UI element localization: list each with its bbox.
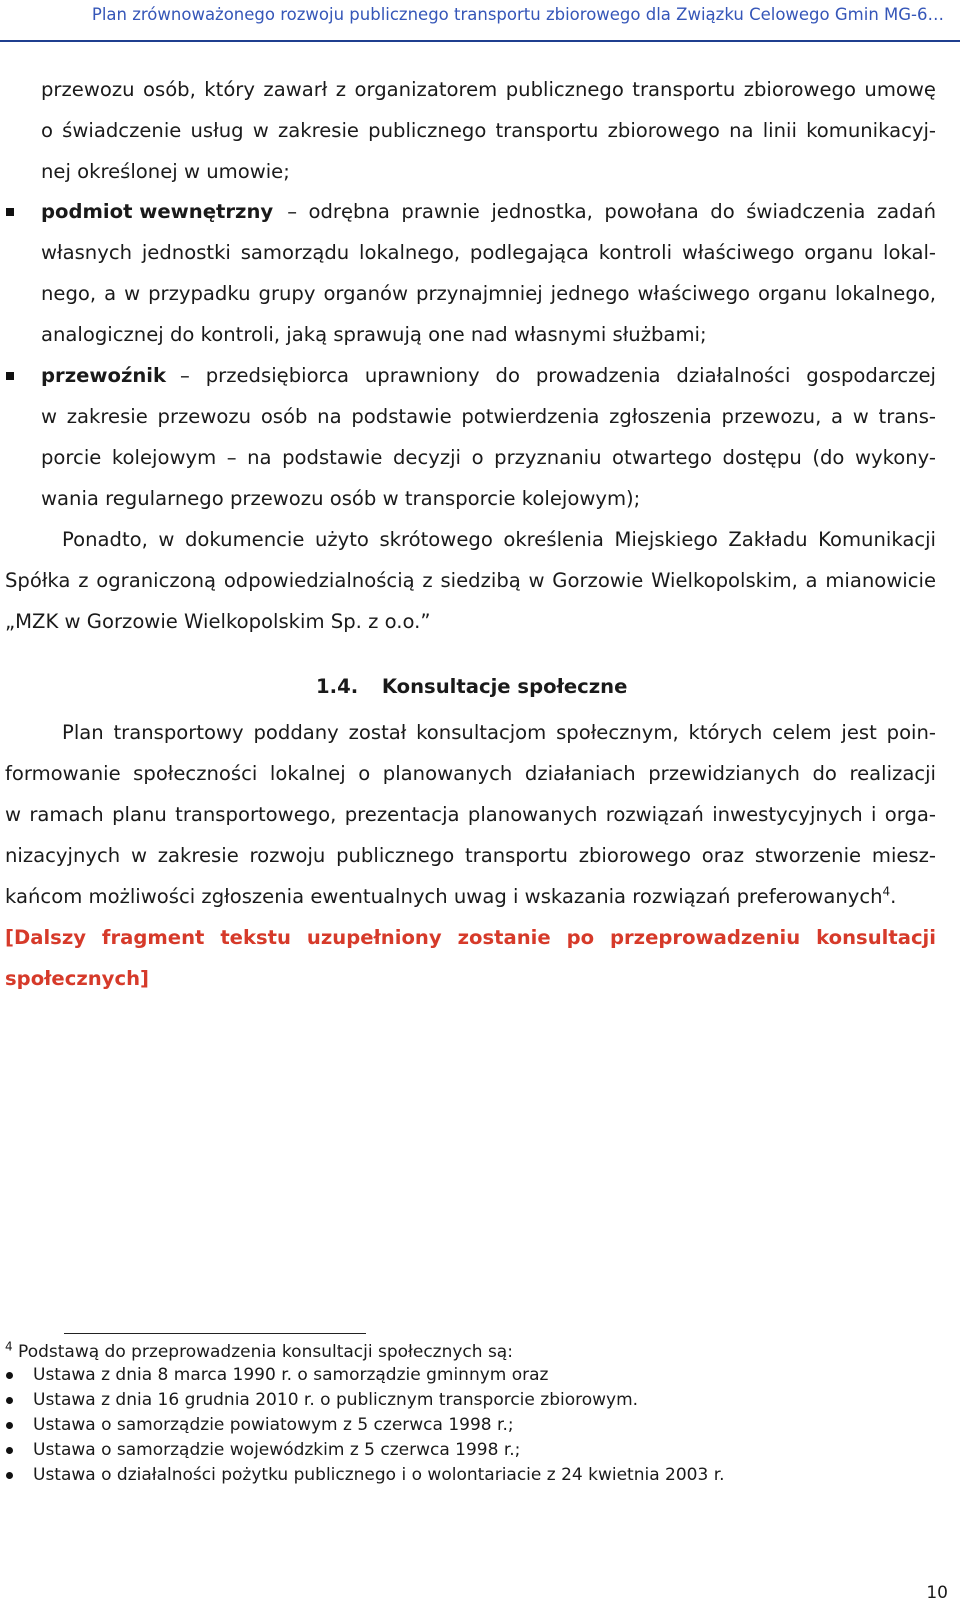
footnote-item: Ustawa o samorządzie wojewódzkim z 5 czerwca 1998 r.;	[33, 1440, 521, 1460]
body-line: w zakresie przewozu osób na podstawie potwierdzenia zgłoszenia przewozu, a w trans-	[41, 405, 936, 428]
bullet-icon	[6, 1397, 13, 1404]
body-line: „MZK w Gorzowie Wielkopolskim Sp. z o.o.”	[5, 610, 431, 633]
body-line: nej określonej w umowie;	[41, 160, 290, 183]
footnote-intro	[5, 1339, 513, 1362]
body-line: przewozu osób, który zawarł z organizatorem publicznego transportu zbiorowego umowę	[41, 78, 936, 101]
footnote-marker: 4	[5, 1339, 13, 1354]
definition-term: przewoźnik	[41, 364, 167, 387]
body-line: własnych jednostki samorządu lokalnego, podlegająca kontroli właściwego organu lokal-	[41, 241, 936, 264]
bullet-icon	[6, 1447, 13, 1454]
section-number: 1.4.	[316, 675, 359, 698]
footnote-item: Ustawa o samorządzie powiatowym z 5 czerwca 1998 r.;	[33, 1415, 514, 1435]
bullet-icon	[6, 1472, 13, 1479]
definition-text: – odrębna prawnie jednostka, powołana do świadczenia zadań	[287, 200, 936, 223]
footnote-reference[interactable]: 4	[882, 884, 891, 899]
definition-term: podmiot wewnętrzny	[41, 200, 274, 223]
sentence-end: .	[890, 885, 897, 908]
bullet-icon	[6, 1372, 13, 1379]
footnote-separator	[64, 1333, 366, 1334]
footnote-text: Podstawą do przeprowadzenia konsultacji społecznych są:	[18, 1342, 513, 1362]
body-line: Spółka z ograniczoną odpowiedzialnością z siedzibą w Gorzowie Wielkopolskim, a mianowicie	[5, 569, 936, 592]
square-bullet-icon	[6, 208, 14, 216]
bullet-icon	[6, 1422, 13, 1429]
body-line: Plan transportowy poddany został konsultacjom społecznym, których celem jest poin-	[62, 721, 936, 744]
footnote-item: Ustawa z dnia 8 marca 1990 r. o samorządzie gminnym oraz	[33, 1365, 549, 1385]
definition-text: – przedsiębiorca uprawniony do prowadzenia działalności gospodarczej	[180, 364, 936, 387]
pending-note-line: społecznych]	[5, 967, 149, 990]
pending-note-line: [Dalszy fragment tekstu uzupełniony zostanie po przeprowadzeniu konsultacji	[5, 926, 936, 949]
section-title: Konsultacje społeczne	[381, 675, 628, 698]
square-bullet-icon	[6, 372, 14, 380]
body-line: porcie kolejowym – na podstawie decyzji o przyznaniu otwartego dostępu (do wykony-	[41, 446, 936, 469]
definition-item-przewoznik	[41, 364, 936, 388]
footnote-item: Ustawa z dnia 16 grudnia 2010 r. o publicznym transporcie zbiorowym.	[33, 1390, 639, 1410]
body-line: Ponadto, w dokumencie użyto skrótowego określenia Miejskiego Zakładu Komunikacji	[62, 528, 936, 551]
body-line: o świadczenie usług w zakresie publicznego transportu zbiorowego na linii komunikacyj-	[41, 119, 936, 142]
body-line: nego, a w przypadku grupy organów przynajmniej jednego właściwego organu lokalnego,	[41, 282, 936, 305]
body-line: formowanie społeczności lokalnej o planowanych działaniach przewidzianych do realizacji	[5, 762, 936, 785]
page-number: 10	[926, 1583, 948, 1603]
running-header	[0, 0, 960, 42]
body-line: analogicznej do kontroli, jaką sprawują one nad własnymi służbami;	[41, 323, 707, 346]
body-line-with-footnote	[5, 885, 896, 909]
body-line: wania regularnego przewozu osób w transporcie kolejowym);	[41, 487, 641, 510]
section-heading	[316, 675, 627, 699]
body-line: w ramach planu transportowego, prezentacja planowanych rozwiązań inwestycyjnych i orga-	[5, 803, 936, 826]
header-title: Plan zrównoważonego rozwoju publicznego transportu zbiorowego dla Związku Celowego Gmin MG-6…	[91, 5, 944, 24]
definition-item-podmiot	[41, 200, 936, 224]
body-line: nizacyjnych w zakresie rozwoju publicznego transportu zbiorowego oraz stworzenie miesz-	[5, 844, 936, 867]
body-text: kańcom możliwości zgłoszenia ewentualnych uwag i wskazania rozwiązań preferowanych	[5, 885, 883, 908]
footnote-item: Ustawa o działalności pożytku publicznego i o wolontariacie z 24 kwietnia 2003 r.	[33, 1465, 725, 1485]
